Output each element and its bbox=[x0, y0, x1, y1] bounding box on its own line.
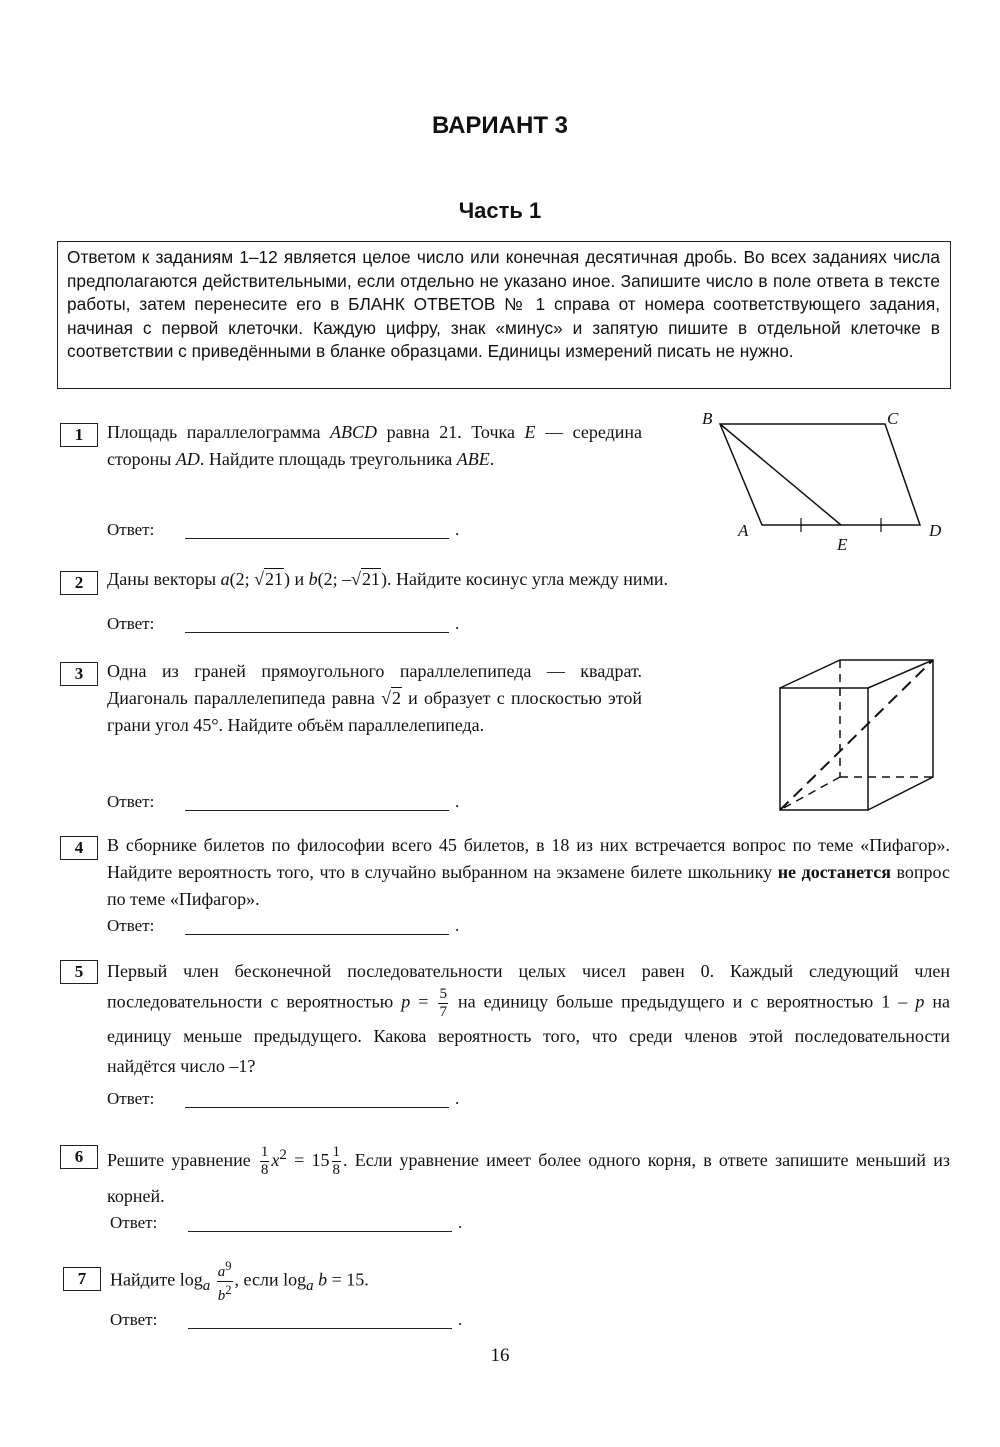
problem-number-3: 3 bbox=[60, 662, 98, 686]
problem-text-3: Одна из граней прямоугольного параллелепипеда — квадрат. Диагональ параллелепипеда равна √2 и образует с плоскостью этой грани угол 45°. Найдите объём параллелепипеда. bbox=[107, 661, 642, 735]
label-E: E bbox=[837, 535, 848, 554]
problem-text-5: Первый член бесконечной последовательности целых чисел равен 0. Каждый следующий член последовательности с вероятностью p = $\frac{5}{7}$ на единицу больше предыдущего и с вероятностью 1 – p на единицу меньше предыдущего. Какова вероятность того, что среди членов этой последовательности найдётся число –1? bbox=[107, 961, 951, 1076]
parallelogram-figure bbox=[690, 400, 960, 560]
problem-text-4: В сборнике билетов по философии всего 45 билетов, в 18 из них встречается вопрос по теме «Пифагор». Найдите вероятность того, что в случайно выбранном на экзамене билете школьнику не достанется вопрос по теме «Пифагор». bbox=[107, 835, 950, 909]
label-A: A bbox=[738, 521, 749, 540]
part-title: Часть 1 bbox=[458, 198, 542, 223]
problem-text-1: Площадь параллелограмма ABCD равна 21. Точка E — середина стороны AD. Найдите площадь треугольника ABE. bbox=[107, 422, 642, 469]
problem-number-5: 5 bbox=[60, 960, 98, 984]
label-C: C bbox=[887, 409, 899, 428]
answer-line[interactable] bbox=[185, 934, 449, 935]
problem-text-2: Даны векторы a(2; √21) и b(2; –√21). Найдите косинус угла между ними. bbox=[107, 569, 669, 589]
answer-line[interactable] bbox=[188, 1231, 452, 1232]
parallelogram-shape bbox=[720, 424, 920, 525]
label-D: D bbox=[929, 521, 942, 540]
vector-a: a bbox=[220, 569, 230, 589]
answer-line[interactable] bbox=[185, 1107, 449, 1108]
cuboid-figure bbox=[770, 652, 945, 817]
instructions-box: Ответом к заданиям 1–12 является целое число или конечная десятичная дробь. Во всех заданиях числа предполагаются действительными, если отдельно не указано иное. Запишите число в поле ответа в тексте работы, затем перенесите его в БЛАНК ОТВЕТОВ № 1 справа от номера соответствующего задания, начиная с первой клеточки. Каждую цифру, знак «минус» и запятую пишите в отдельной клеточке в соответствии с приведёнными в бланке образцами. Единицы измерений писать не нужно. bbox=[57, 241, 951, 389]
problem-number-1: 1 bbox=[60, 423, 98, 447]
label-B: B bbox=[702, 409, 713, 428]
problem-number-7: 7 bbox=[63, 1267, 101, 1291]
problem-text-6: Решите уравнение $\frac{1}{8}$ $x^2 = 15$ $\frac{1}{8}$ . Если уравнение имеет более одного корня, в ответе запишите меньший из корней. bbox=[107, 1144, 950, 1207]
answer-line[interactable] bbox=[185, 538, 449, 539]
vector-b: b bbox=[308, 569, 318, 589]
answer-line[interactable] bbox=[185, 810, 449, 811]
fraction-5-7: $\frac{5}{7}$ bbox=[439, 986, 447, 1020]
answer-label: Ответ: bbox=[107, 520, 155, 539]
problem-number-6: 6 bbox=[60, 1145, 98, 1169]
problem-number-4: 4 bbox=[60, 836, 98, 860]
problem-number-2: 2 bbox=[60, 571, 98, 595]
variant-title: ВАРИАНТ 3 bbox=[431, 112, 569, 139]
answer-line[interactable] bbox=[185, 632, 449, 633]
cuboid-front-face bbox=[780, 688, 868, 810]
page-number: 16 bbox=[490, 1345, 510, 1366]
diagonal bbox=[780, 660, 933, 810]
cuboid-top-edge bbox=[868, 660, 933, 688]
answer-line[interactable] bbox=[188, 1328, 452, 1329]
segment-BE bbox=[720, 424, 841, 525]
problem-text-7: Найдите $\log_a$ $\frac{a^9}{b^2}$ , если $\log_a b = 15$. bbox=[110, 1259, 369, 1304]
